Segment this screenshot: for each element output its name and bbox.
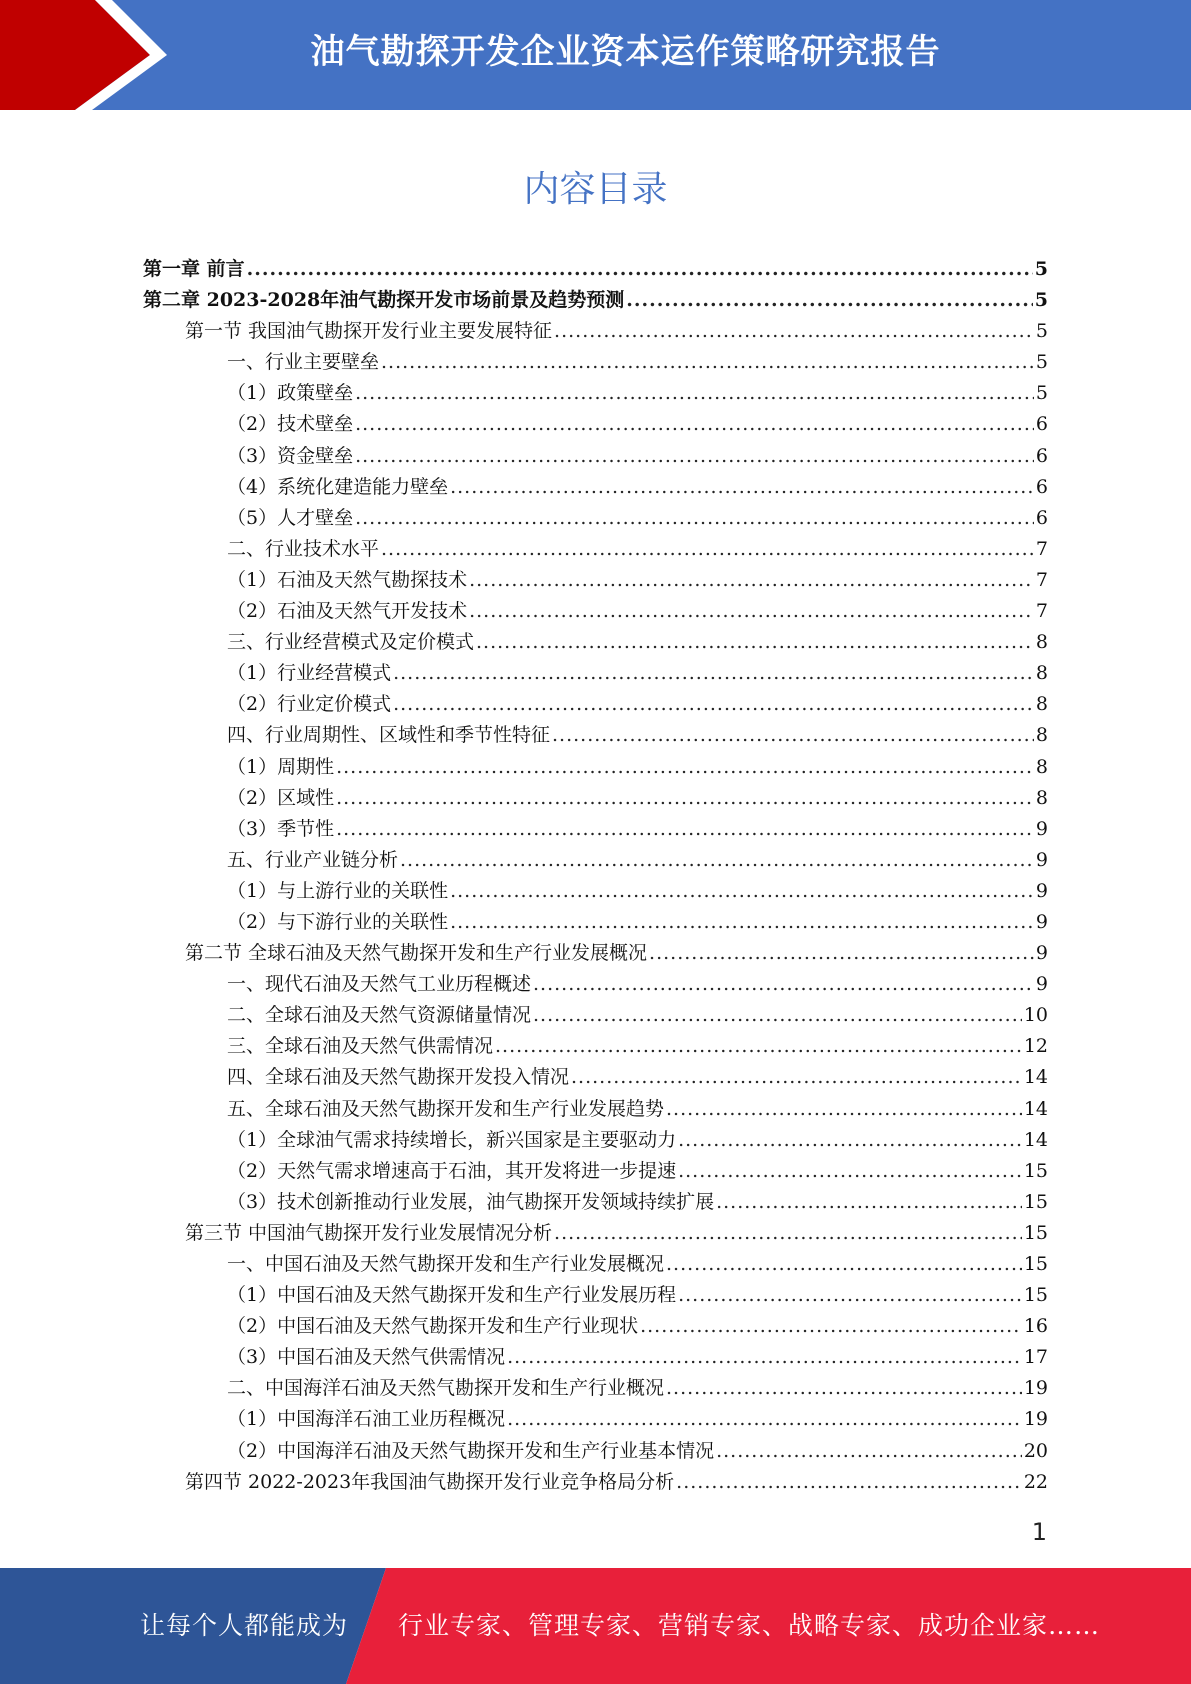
toc-entry-title: 一、行业主要壁垒 bbox=[227, 351, 380, 374]
toc-entry-page: 12 bbox=[1023, 1035, 1048, 1058]
toc-entry-page: 9 bbox=[1035, 879, 1048, 902]
toc-dot-leader bbox=[381, 351, 1034, 373]
toc-dot-leader bbox=[554, 320, 1034, 342]
toc-dot-leader bbox=[716, 1440, 1022, 1462]
toc-entry-title: （1）行业经营模式 bbox=[227, 662, 392, 685]
toc-entry[interactable] bbox=[143, 285, 1048, 316]
toc-dot-leader bbox=[469, 569, 1034, 591]
toc-dot-leader bbox=[554, 1222, 1022, 1244]
page-number: 1 bbox=[1031, 1518, 1047, 1546]
toc-entry-title: 五、全球石油及天然气勘探开发和生产行业发展趋势 bbox=[227, 1097, 665, 1120]
toc-entry-page: 9 bbox=[1035, 973, 1048, 996]
toc-entry-page: 8 bbox=[1035, 631, 1048, 654]
toc-dot-leader bbox=[640, 1315, 1022, 1337]
toc-entry-page: 8 bbox=[1035, 724, 1048, 747]
toc-entry-title: （2）与下游行业的关联性 bbox=[227, 910, 449, 933]
toc-entry-title: 四、全球石油及天然气勘探开发投入情况 bbox=[227, 1066, 570, 1089]
toc-entry-title: 第一章 前言 bbox=[143, 258, 245, 280]
toc-entry[interactable] bbox=[143, 316, 1048, 347]
toc-entry-page: 14 bbox=[1023, 1097, 1048, 1120]
toc-dot-leader bbox=[666, 1377, 1022, 1399]
toc-entry-title: 第四节 2022-2023年我国油气勘探开发行业竞争格局分析 bbox=[185, 1470, 675, 1493]
toc-entry-page: 5 bbox=[1034, 289, 1048, 312]
toc-dot-leader bbox=[507, 1346, 1022, 1368]
toc-entry-title: （2）石油及天然气开发技术 bbox=[227, 600, 468, 623]
toc-entry-title: （2）中国海洋石油及天然气勘探开发和生产行业基本情况 bbox=[227, 1439, 715, 1462]
toc-entry[interactable] bbox=[143, 1031, 1048, 1062]
toc-entry[interactable] bbox=[143, 627, 1048, 658]
toc-dot-leader bbox=[533, 973, 1034, 995]
toc-dot-leader bbox=[355, 413, 1034, 435]
toc-dot-leader bbox=[400, 849, 1034, 871]
toc-entry[interactable] bbox=[143, 441, 1048, 472]
toc-entry-page: 5 bbox=[1034, 258, 1048, 280]
toc-entry-title: （1）中国海洋石油工业历程概况 bbox=[227, 1408, 506, 1431]
toc-dot-leader bbox=[666, 1253, 1022, 1275]
footer-slogan-left: 让每个人都能成为 bbox=[140, 1611, 349, 1640]
toc-entry-page: 5 bbox=[1035, 320, 1048, 343]
report-title: 油气勘探开发企业资本运作策略研究报告 bbox=[310, 32, 941, 72]
toc-entry[interactable] bbox=[143, 1280, 1048, 1311]
toc-dot-leader bbox=[678, 1284, 1022, 1306]
toc-entry-page: 5 bbox=[1035, 382, 1048, 405]
toc-entry[interactable] bbox=[143, 752, 1048, 783]
toc-entry-page: 6 bbox=[1035, 413, 1048, 436]
toc-entry[interactable] bbox=[143, 472, 1048, 503]
footer-slogan-right: 行业专家、管理专家、营销专家、战略专家、成功企业家…… bbox=[398, 1611, 1101, 1640]
toc-entry-title: （1）政策壁垒 bbox=[227, 382, 354, 405]
toc-dot-leader bbox=[355, 445, 1034, 467]
toc-entry[interactable] bbox=[143, 1342, 1048, 1373]
toc-entry[interactable] bbox=[143, 1218, 1048, 1249]
toc-entry-title: （2）行业定价模式 bbox=[227, 693, 392, 716]
toc-dot-leader bbox=[450, 911, 1034, 933]
toc-entry-title: （2）天然气需求增速高于石油，其开发将进一步提速 bbox=[227, 1159, 677, 1182]
toc-entry-page: 9 bbox=[1035, 848, 1048, 871]
toc-dot-leader bbox=[649, 942, 1034, 964]
toc-entry[interactable] bbox=[143, 378, 1048, 409]
toc-entry-page: 9 bbox=[1035, 942, 1048, 965]
toc-dot-leader bbox=[571, 1066, 1022, 1088]
toc-entry-title: 第二节 全球石油及天然气勘探开发和生产行业发展概况 bbox=[185, 942, 648, 965]
toc-entry-title: （1）石油及天然气勘探技术 bbox=[227, 568, 468, 591]
toc-entry-title: 第二章 2023-2028年油气勘探开发市场前景及趋势预测 bbox=[143, 289, 625, 312]
toc-entry-title: （2）区域性 bbox=[227, 786, 335, 809]
toc-entry-page: 15 bbox=[1023, 1190, 1048, 1213]
toc-entry[interactable] bbox=[143, 409, 1048, 440]
toc-entry[interactable] bbox=[143, 1467, 1048, 1498]
page-header bbox=[0, 0, 1191, 110]
toc-entry-page: 14 bbox=[1023, 1066, 1048, 1089]
toc-entry-title: （3）资金壁垒 bbox=[227, 444, 354, 467]
toc-entry-title: （2）中国石油及天然气勘探开发和生产行业现状 bbox=[227, 1315, 639, 1338]
toc-entry-page: 15 bbox=[1023, 1253, 1048, 1275]
toc-entry-page: 6 bbox=[1035, 506, 1048, 529]
toc-entry[interactable] bbox=[143, 1404, 1048, 1435]
toc-entry-page: 8 bbox=[1035, 693, 1048, 716]
toc-entry-page: 7 bbox=[1035, 568, 1048, 591]
toc-entry[interactable] bbox=[143, 658, 1048, 689]
toc-entry-title: 二、行业技术水平 bbox=[227, 537, 380, 560]
toc-entry-title: （3）中国石油及天然气供需情况 bbox=[227, 1346, 506, 1369]
toc-dot-leader bbox=[355, 507, 1034, 529]
toc-entry-title: （3）技术创新推动行业发展，油气勘探开发领域持续扩展 bbox=[227, 1190, 715, 1213]
toc-entry-page: 15 bbox=[1023, 1221, 1048, 1244]
toc-entry-title: 第三节 中国油气勘探开发行业发展情况分析 bbox=[185, 1221, 553, 1244]
toc-entry-title: 二、中国海洋石油及天然气勘探开发和生产行业概况 bbox=[227, 1377, 665, 1400]
toc-entry[interactable] bbox=[143, 503, 1048, 534]
toc-entry[interactable] bbox=[143, 689, 1048, 720]
toc-entry[interactable] bbox=[143, 1311, 1048, 1342]
toc-entry[interactable] bbox=[143, 907, 1048, 938]
toc-entry-page: 9 bbox=[1035, 817, 1048, 840]
toc-entry[interactable] bbox=[143, 720, 1048, 751]
toc-dot-leader bbox=[476, 631, 1034, 653]
toc-entry-title: （1）中国石油及天然气勘探开发和生产行业发展历程 bbox=[227, 1284, 677, 1307]
toc-entry-page: 6 bbox=[1035, 444, 1048, 467]
toc-dot-leader bbox=[469, 600, 1034, 622]
toc-dot-leader bbox=[450, 880, 1034, 902]
toc-entry-page: 7 bbox=[1035, 600, 1048, 623]
toc-entry-title: （3）季节性 bbox=[227, 817, 335, 840]
toc-entry-page: 19 bbox=[1023, 1377, 1048, 1400]
toc-entry-title: 三、全球石油及天然气供需情况 bbox=[227, 1035, 494, 1058]
toc-entry-title: （1）周期性 bbox=[227, 755, 335, 778]
toc-entry-page: 17 bbox=[1023, 1346, 1048, 1369]
toc-entry-page: 7 bbox=[1035, 537, 1048, 560]
toc-entry[interactable] bbox=[143, 565, 1048, 596]
toc-entry[interactable] bbox=[143, 1125, 1048, 1156]
toc-entry-page: 14 bbox=[1023, 1128, 1048, 1151]
toc-entry-title: 第一节 我国油气勘探开发行业主要发展特征 bbox=[185, 320, 553, 343]
toc-entry-page: 10 bbox=[1023, 1004, 1048, 1027]
toc-entry[interactable] bbox=[143, 534, 1048, 565]
toc-entry[interactable] bbox=[143, 845, 1048, 876]
toc-dot-leader bbox=[393, 662, 1034, 684]
toc-entry-page: 9 bbox=[1035, 910, 1048, 933]
toc-entry[interactable] bbox=[143, 969, 1048, 1000]
toc-dot-leader bbox=[336, 787, 1034, 809]
toc-entry-title: 二、全球石油及天然气资源储量情况 bbox=[227, 1004, 532, 1027]
toc-dot-leader bbox=[336, 756, 1034, 778]
toc-entry[interactable] bbox=[143, 596, 1048, 627]
toc-dot-leader bbox=[381, 538, 1034, 560]
toc-entry-title: （1）与上游行业的关联性 bbox=[227, 879, 449, 902]
toc-dot-leader bbox=[393, 693, 1034, 715]
toc-dot-leader bbox=[678, 1129, 1022, 1151]
page-footer bbox=[0, 1568, 1191, 1684]
toc-entry-page: 16 bbox=[1023, 1315, 1048, 1338]
toc-dot-leader bbox=[507, 1408, 1022, 1430]
toc-entry-page: 15 bbox=[1023, 1159, 1048, 1182]
toc-dot-leader bbox=[247, 258, 1033, 280]
toc-entry-page: 5 bbox=[1035, 351, 1048, 374]
toc-entry-page: 19 bbox=[1023, 1408, 1048, 1431]
toc-entry[interactable] bbox=[143, 1373, 1048, 1404]
toc-dot-leader bbox=[678, 1160, 1022, 1182]
toc-entry-title: （5）人才壁垒 bbox=[227, 506, 354, 529]
toc-dot-leader bbox=[336, 818, 1034, 840]
toc-dot-leader bbox=[552, 724, 1034, 746]
toc-entry-title: 四、行业周期性、区域性和季节性特征 bbox=[227, 724, 551, 747]
toc-dot-leader bbox=[495, 1035, 1022, 1057]
toc-entry-page: 8 bbox=[1035, 755, 1048, 778]
toc-dot-leader bbox=[716, 1191, 1022, 1213]
toc-entry[interactable] bbox=[143, 814, 1048, 845]
toc-entry-title: 五、行业产业链分析 bbox=[227, 848, 399, 871]
toc-entry-title: （1）全球油气需求持续增长，新兴国家是主要驱动力 bbox=[227, 1128, 677, 1151]
toc-entry-title: 一、中国石油及天然气勘探开发和生产行业发展概况 bbox=[227, 1253, 665, 1275]
toc-entry[interactable] bbox=[143, 876, 1048, 907]
toc-entry[interactable] bbox=[143, 254, 1048, 285]
toc-entry-title: 三、行业经营模式及定价模式 bbox=[227, 631, 475, 654]
toc-entry[interactable] bbox=[143, 783, 1048, 814]
toc-dot-leader bbox=[676, 1471, 1022, 1493]
toc-entry[interactable] bbox=[143, 1062, 1048, 1093]
toc-dot-leader bbox=[533, 1004, 1022, 1026]
toc-dot-leader bbox=[450, 476, 1034, 498]
toc-entry-page: 20 bbox=[1023, 1439, 1048, 1462]
toc-entry-page: 8 bbox=[1035, 662, 1048, 685]
toc-entry-page: 22 bbox=[1023, 1470, 1048, 1493]
toc-dot-leader bbox=[355, 382, 1034, 404]
toc-entry-title: （4）系统化建造能力壁垒 bbox=[227, 475, 449, 498]
toc-entry[interactable] bbox=[143, 1094, 1048, 1125]
toc-entry[interactable] bbox=[143, 938, 1048, 969]
toc-entry-page: 6 bbox=[1035, 475, 1048, 498]
toc-entry[interactable] bbox=[143, 1187, 1048, 1218]
toc-entry-page: 8 bbox=[1035, 786, 1048, 809]
toc-entry[interactable] bbox=[143, 1000, 1048, 1031]
toc-entry[interactable] bbox=[143, 1249, 1048, 1280]
toc-entry-page: 15 bbox=[1023, 1284, 1048, 1307]
toc-entry[interactable] bbox=[143, 1436, 1048, 1467]
table-of-contents bbox=[143, 254, 1048, 1498]
toc-entry[interactable] bbox=[143, 347, 1048, 378]
toc-dot-leader bbox=[626, 289, 1033, 311]
toc-entry[interactable] bbox=[143, 1156, 1048, 1187]
toc-heading: 内容目录 bbox=[523, 169, 668, 210]
toc-entry-title: 一、现代石油及天然气工业历程概述 bbox=[227, 973, 532, 996]
toc-entry-title: （2）技术壁垒 bbox=[227, 413, 354, 436]
toc-dot-leader bbox=[666, 1098, 1022, 1120]
